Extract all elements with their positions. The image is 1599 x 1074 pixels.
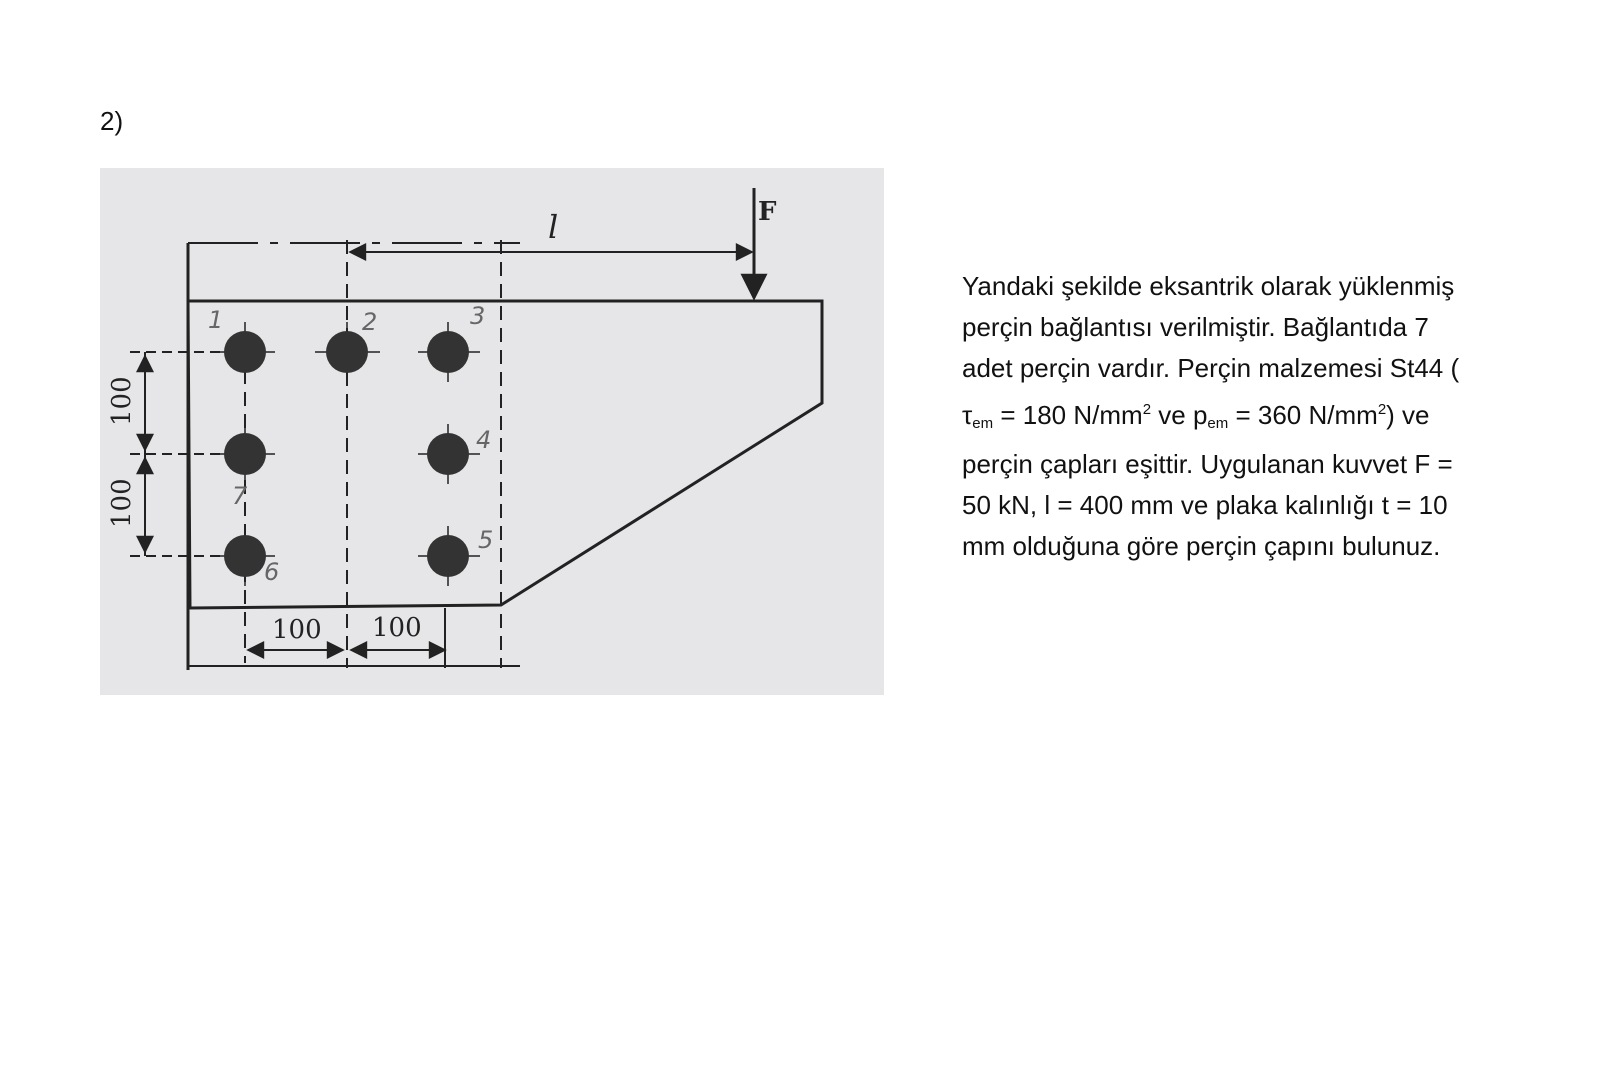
problem-line-3: adet perçin vardır. Perçin malzemesi St44 ( (962, 353, 1460, 383)
tau-unit-exponent: 2 (1142, 401, 1152, 418)
problem-statement (962, 266, 1522, 567)
rivet-7 (215, 424, 275, 484)
tau-value: = 180 N/mm (993, 400, 1143, 430)
force-label: F (758, 197, 777, 227)
rivet-number-4: 4 (476, 426, 492, 454)
tau-symbol: τ (962, 400, 973, 430)
dim-horizontal-right: 100 (372, 613, 422, 643)
line-4-end: ) ve (1386, 400, 1430, 430)
rivet-4 (418, 424, 480, 484)
rivet-1 (215, 322, 275, 382)
rivet-number-7: 7 (232, 482, 248, 510)
problem-line-2: perçin bağlantısı verilmiştir. Bağlantıda 7 (962, 312, 1429, 342)
rivets (215, 322, 480, 586)
problem-line-5: perçin çapları eşittir. Uygulanan kuvvet F = (962, 449, 1453, 479)
dim-vertical-bottom: 100 (107, 478, 137, 528)
dim-vertical-top: 100 (107, 376, 137, 426)
length-label: l (548, 208, 559, 246)
riveted-joint-figure (100, 168, 884, 695)
problem-line-4 (962, 389, 1522, 444)
figure-svg (100, 168, 884, 695)
rivet-number-6: 6 (264, 558, 280, 586)
p-subscript: em (1207, 415, 1229, 432)
rivet-number-2: 2 (362, 308, 378, 336)
problem-line-7: mm olduğuna göre perçin çapını bulunuz. (962, 531, 1441, 561)
p-symbol: ve p (1151, 400, 1208, 430)
problem-line-1: Yandaki şekilde eksantrik olarak yüklenmiş (962, 271, 1455, 301)
rivet-number-3: 3 (470, 302, 486, 330)
rivet-3 (418, 322, 480, 382)
tau-subscript: em (972, 415, 994, 432)
rivet-number-5: 5 (478, 526, 494, 554)
dimension-lines (130, 188, 754, 668)
question-number: 2) (100, 106, 124, 136)
rivet-number-1: 1 (208, 306, 224, 334)
p-value: = 360 N/mm (1228, 400, 1378, 430)
rivet-5 (418, 526, 480, 586)
problem-line-6: 50 kN, l = 400 mm ve plaka kalınlığı t = 10 (962, 490, 1448, 520)
plate-outline (188, 243, 822, 670)
dim-horizontal-left: 100 (272, 615, 322, 645)
p-unit-exponent: 2 (1377, 401, 1387, 418)
